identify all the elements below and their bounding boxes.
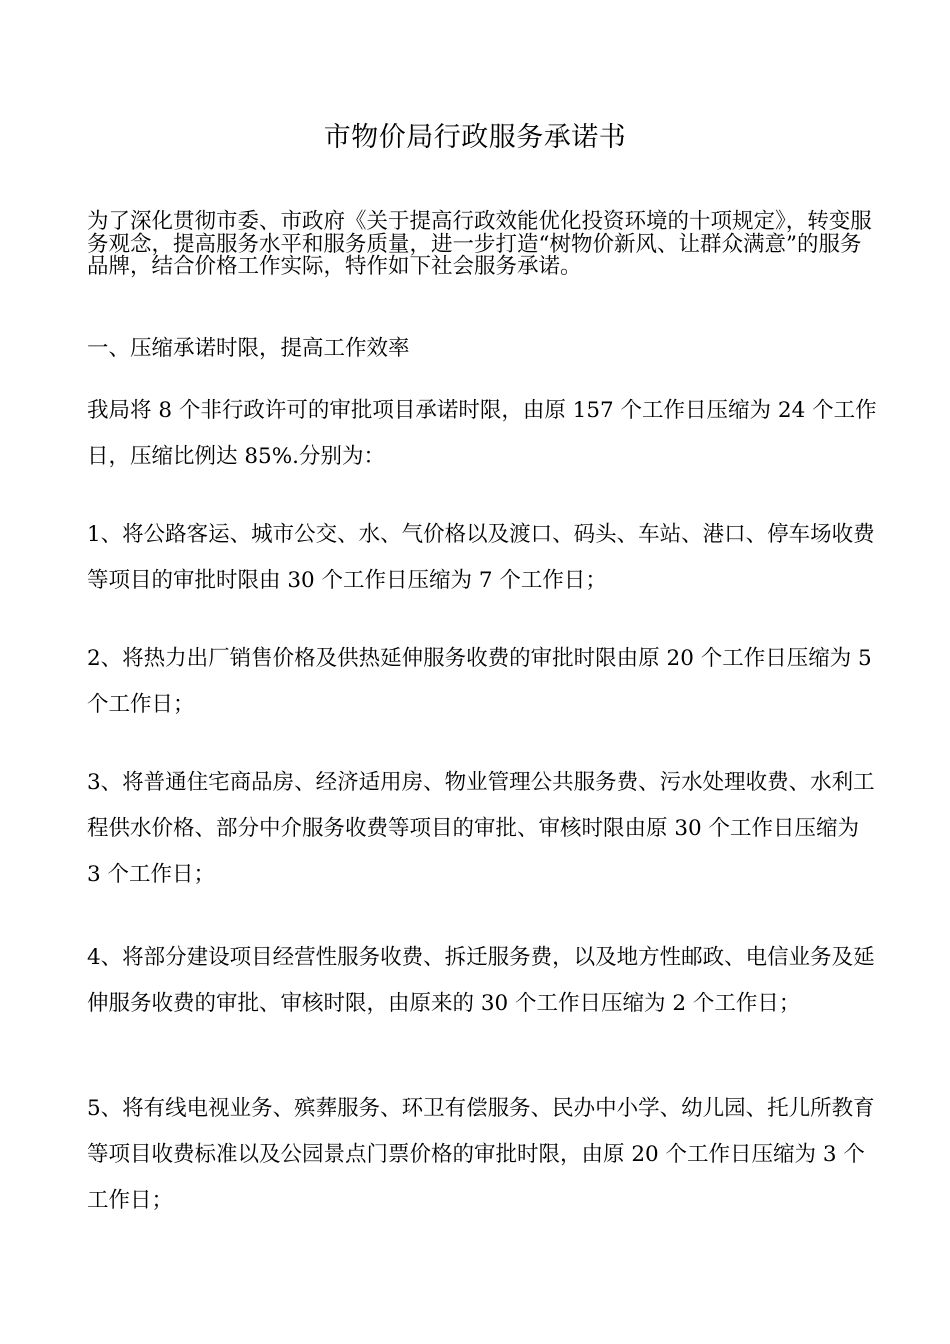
document-title: 市物价局行政服务承诺书 [323,122,627,153]
list-item: 2、将热力出厂销售价格及供热延伸服务收费的审批时限由原 20 个工作日压缩为 5 个工作日； [87,646,872,717]
list-item: 5、将有线电视业务、殡葬服务、环卫有偿服务、民办中小学、幼儿园、托儿所教育等项目收费标准以及公园景点门票价格的审批时限，由原 20 个工作日压缩为 3 个工作日； [87,1096,875,1213]
intro-paragraph: 为了深化贯彻市委、市政府《关于提高行政效能优化投资环境的十项规定》，转变服务观念，提高服务水平和服务质量，进一步打造“树物价新风、让群众满意”的服务品牌，结合价格工作实际，特作如下社会服务承诺。 [87,209,872,279]
list-item: 1、将公路客运、城市公交、水、气价格以及渡口、码头、车站、港口、停车场收费等项目的审批时限由 30 个工作日压缩为 7 个工作日； [87,522,875,593]
list-item: 3、将普通住宅商品房、经济适用房、物业管理公共服务费、污水处理收费、水利工程供水价格、部分中介服务收费等项目的审批、审核时限由原 30 个工作日压缩为 3 个工作日； [87,770,875,887]
list-item: 4、将部分建设项目经营性服务收费、拆迁服务费，以及地方性邮政、电信业务及延伸服务收费的审批、审核时限，由原来的 30 个工作日压缩为 2 个工作日； [87,945,875,1016]
section-heading: 一、压缩承诺时限，提高工作效率 [87,336,410,361]
section-summary: 我局将 8 个非行政许可的审批项目承诺时限，由原 157 个工作日压缩为 24 个工作日，压缩比例达 85%.分别为： [87,398,877,469]
